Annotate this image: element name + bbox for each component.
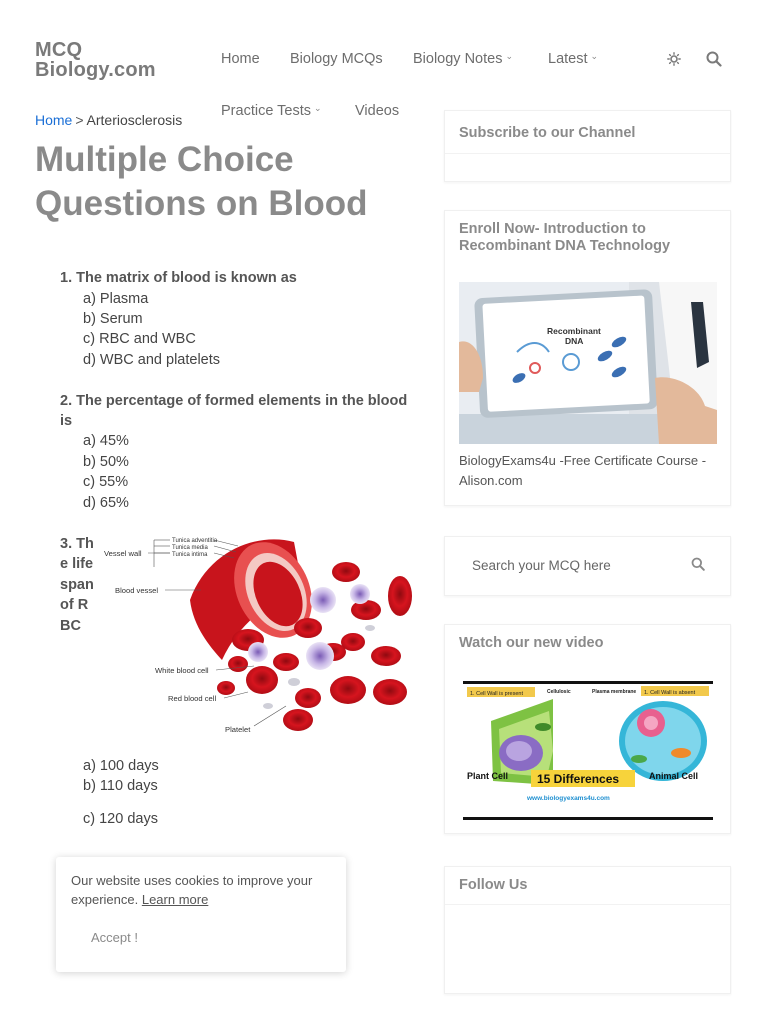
nav-biology-mcqs[interactable]: Biology MCQs [290,51,383,67]
breadcrumb-separator: > [75,112,84,128]
logo-line-1: MCQ [35,39,83,61]
search-icon[interactable] [691,557,705,576]
nav-biology-notes[interactable] [413,51,513,67]
follow-widget [444,866,731,994]
thumb-animal-label: Animal Cell [649,771,699,781]
question-3-option-b: b) 110 days [83,778,158,794]
question-3-option-a: a) 100 days [83,758,159,774]
label-tunica-intima: Tunica intima [172,552,208,558]
thumb-tag-cellulosic: Cellulosic [547,689,571,695]
cookie-learn-more-link[interactable]: Learn more [141,892,209,907]
widget-divider [445,904,730,905]
nav-videos[interactable]: Videos [355,103,400,119]
label-tunica-adventitia: Tunica adventitia [172,538,218,544]
blood-vessel-diagram [98,530,416,742]
nav-latest[interactable] [548,51,598,67]
question-2-text-line-2: is [60,413,73,429]
thumb-tag-left: 1. Cell Wall is present [470,691,523,697]
question-1-option-c: c) RBC and WBC [83,331,196,347]
label-blood-vessel: Blood vessel [115,586,159,595]
chevron-down-icon: ⌄ [314,103,322,113]
label-red-blood-cell: Red blood cell [168,694,217,703]
cookie-message-wrap [71,871,331,909]
label-white-blood-cell: White blood cell [155,666,209,675]
widget-divider [445,153,730,154]
subscribe-title: Subscribe to our Channel [459,125,636,141]
follow-title: Follow Us [459,877,528,893]
nav-biology-notes-label: Biology Notes [413,51,503,67]
nav-practice-tests-label: Practice Tests [221,103,311,119]
question-3-text: 3. The life span of RBC [60,536,94,634]
search-widget [444,536,731,596]
enroll-widget [444,210,731,506]
label-tunica-media: Tunica media [172,545,208,551]
nav-latest-label: Latest [548,51,588,67]
question-2-option-c: c) 55% [83,474,129,490]
course-image-title-1: Recombinant [547,326,601,336]
thumb-tag-membrane: Plasma membrane [592,689,637,695]
course-image-title-2: DNA [565,336,584,346]
question-2-option-a: a) 45% [83,433,129,449]
question-2-option-b: b) 50% [83,454,129,470]
breadcrumb-current: Arteriosclerosis [86,112,183,128]
nav-practice-tests[interactable] [221,103,322,119]
question-2-text-line-1: 2. The percentage of formed elements in the blood [60,393,408,409]
sun-icon[interactable] [667,52,681,71]
question-1-option-a: a) Plasma [83,291,149,307]
thumb-plant-label: Plant Cell [467,771,509,781]
chevron-down-icon: ⌄ [590,51,599,61]
question-1-option-b: b) Serum [83,311,143,327]
label-platelet: Platelet [225,725,251,734]
subscribe-widget [444,110,731,182]
video-title: Watch our new video [459,635,604,651]
thumb-tag-right: 1. Cell Wall is absent [644,690,696,696]
sidebar-search-input[interactable]: Search your MCQ here [472,558,611,573]
question-3-option-c: c) 120 days [83,811,158,827]
video-widget [444,624,731,834]
breadcrumb [35,112,182,128]
course-caption[interactable]: BiologyExams4u -Free Certificate Course -Alison.com [459,453,707,488]
cookie-notice [56,857,346,972]
breadcrumb-home-link[interactable]: Home [35,112,73,128]
search-icon[interactable] [706,51,722,72]
course-image[interactable] [459,282,717,444]
page-title: Multiple Choice Questions on Blood [35,140,368,223]
question-1-text: 1. The matrix of blood is known as [60,270,297,286]
cookie-accept-button[interactable]: Accept ! [91,930,138,945]
question-1-option-d: d) WBC and platelets [83,352,221,368]
right-margin [732,0,768,1024]
question-2-option-d: d) 65% [83,495,129,511]
enroll-title: Enroll Now- Introduction to Recombinant DNA Technology [459,221,671,254]
thumb-banner: 15 Differences [537,772,620,786]
chevron-down-icon: ⌄ [505,51,514,61]
cookie-message: Our website uses cookies to improve your experience. [71,873,313,907]
logo-line-2: Biology.com [35,59,156,81]
thumb-url: www.biologyexams4u.com [527,795,610,802]
label-vessel-wall: Vessel wall [104,549,142,558]
nav-home[interactable]: Home [221,51,260,67]
site-logo[interactable] [35,40,156,80]
video-thumbnail[interactable] [463,681,713,821]
